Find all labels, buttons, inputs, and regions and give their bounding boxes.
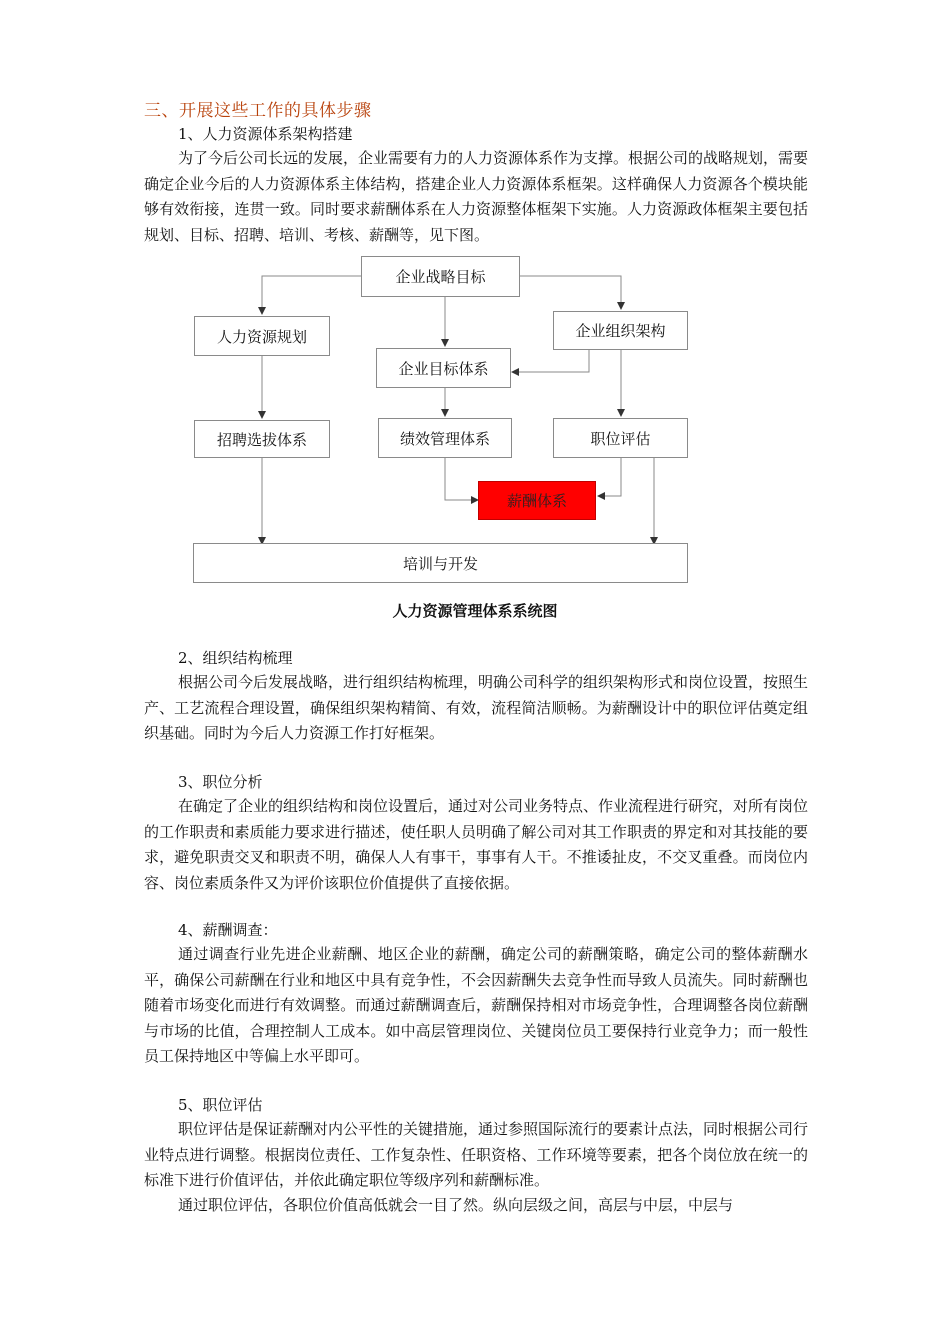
diagram-caption: 人力资源管理体系系统图 [392,602,558,620]
heading-1: 1、人力资源体系架构搭建 [178,125,353,143]
paragraph-2: 根据公司今后发展战略，进行组织结构梳理，明确公司科学的组织架构形式和岗位设置，按照生产、工艺流程合理设置，确保组织架构精简、有效，流程简洁顺畅。为薪酬设计中的职位评估奠定组织基础。同时为今后人力资源工作打好框架。 [144,673,809,742]
node-training: 培训与开发 [193,543,688,583]
heading-4: 4、薪酬调查： [178,921,278,939]
arrow-strategy-to-org [520,276,621,309]
node-hr-planning: 人力资源规划 [194,316,330,356]
node-strategy: 企业战略目标 [361,256,520,297]
arrow-performance-to-compensation [445,458,478,500]
paragraph-1: 为了今后公司长远的发展，企业需要有力的人力资源体系作为支撑。根据公司的战略规划，需要确定企业今后的人力资源体系主体结构，搭建企业人力资源体系框架。这样确保人力资源各个模块能够有效衔接，连贯一致。同时要求薪酬体系在人力资源整体框架下实施。人力资源政体框架主要包括规划、目标、招聘、培训、考核、薪酬等，见下图。 [144,149,809,244]
section-title: 三、开展这些工作的具体步骤 [144,101,372,121]
arrow-org-to-goals [512,350,589,372]
heading-3: 3、职位分析 [178,773,263,791]
arrow-strategy-to-planning [262,276,361,314]
heading-5: 5、职位评估 [178,1096,263,1114]
node-performance: 绩效管理体系 [378,418,512,458]
paragraph-5: 职位评估是保证薪酬对内公平性的关键措施，通过参照国际流行的要素计点法，同时根据公司行业特点进行调整。根据岗位责任、工作复杂性、任职资格、工作环境等要素，把各个岗位放在统一的标准下进行价值评估，并依此确定职位等级序列和薪酬标准。 [144,1120,809,1189]
arrow-evaluation-to-compensation [598,458,621,496]
heading-2: 2、组织结构梳理 [178,649,293,667]
paragraph-4: 通过调查行业先进企业薪酬、地区企业的薪酬，确定公司的薪酬策略，确定公司的整体薪酬水平，确保公司薪酬在行业和地区中具有竞争性，不会因薪酬失去竞争性而导致人员流失。同时薪酬也随着市场变化而进行有效调整。而通过薪酬调查后，薪酬保持相对市场竞争性，合理调整各岗位薪酬与市场的比值，合理控制人工成本。如中高层管理岗位、关键岗位员工要保持行业竞争力；而一般性员工保持地区中等偏上水平即可。 [144,945,808,1065]
paragraph-6: 通过职位评估，各职位价值高低就会一目了然。纵向层级之间，高层与中层，中层与 [178,1196,734,1214]
paragraph-3: 在确定了企业的组织结构和岗位设置后，通过对公司业务特点、作业流程进行研究，对所有岗位的工作职责和素质能力要求进行描述，使任职人员明确了解公司对其工作职责的界定和对其技能的要求，避免职责交叉和职责不明，确保人人有事干，事事有人干。不推诿扯皮，不交叉重叠。而岗位内容、岗位素质条件又为评价该职位价值提供了直接依据。 [144,797,809,892]
node-job-evaluation: 职位评估 [553,418,688,458]
node-org-structure: 企业组织架构 [553,311,688,350]
node-compensation: 薪酬体系 [478,481,596,520]
node-recruitment: 招聘选拔体系 [194,420,330,458]
node-goal-system: 企业目标体系 [376,348,511,388]
